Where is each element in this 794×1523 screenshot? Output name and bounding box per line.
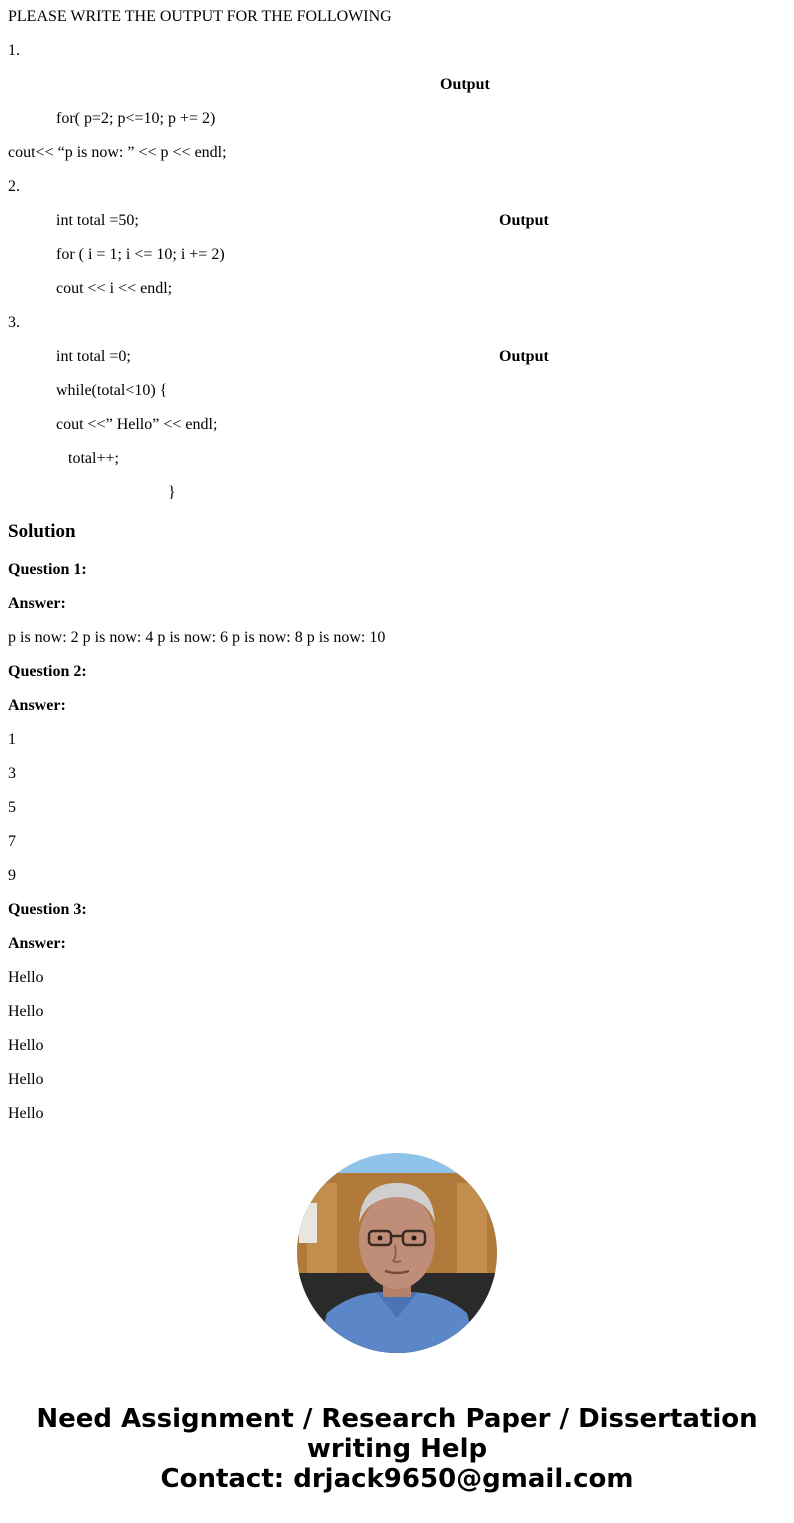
solution-q1-title: Question 1: xyxy=(8,561,87,578)
solution-q3-answer-line: Hello xyxy=(8,1037,44,1054)
q3-code-line: while(total<10) { xyxy=(56,382,168,399)
author-avatar xyxy=(297,1153,497,1353)
q2-code-line: for ( i = 1; i <= 10; i += 2) xyxy=(56,246,225,263)
solution-q2-answer-label: Answer: xyxy=(8,697,66,714)
solution-q1-answer-label: Answer: xyxy=(8,595,66,612)
q1-code-line: cout<< “p is now: ” << p << endl; xyxy=(8,144,227,161)
solution-q2-title: Question 2: xyxy=(8,663,87,680)
question-intro: PLEASE WRITE THE OUTPUT FOR THE FOLLOWING xyxy=(8,8,392,25)
solution-q2-answer-line: 9 xyxy=(8,867,16,884)
solution-q3-answer-line: Hello xyxy=(8,969,44,986)
q2-code-line: cout << i << endl; xyxy=(56,280,173,297)
solution-q2-answer-line: 3 xyxy=(8,765,16,782)
solution-q3-answer-line: Hello xyxy=(8,1071,44,1088)
q3-code-line: } xyxy=(168,484,176,501)
footer-contact: Contact: drjack9650@gmail.com xyxy=(160,1464,634,1494)
solution-q3-answer-line: Hello xyxy=(8,1105,44,1122)
solution-q1-answer: p is now: 2 p is now: 4 p is now: 6 p is now: 8 p is now: 10 xyxy=(8,629,386,646)
q3-code-line: total++; xyxy=(68,450,119,467)
solution-heading: Solution xyxy=(8,521,76,542)
q3-number: 3. xyxy=(8,314,20,331)
solution-q3-answer-line: Hello xyxy=(8,1003,44,1020)
footer-banner xyxy=(0,1404,794,1494)
footer-headline: Need Assignment / Research Paper / Dissertation xyxy=(36,1404,758,1434)
q3-code-line: int total =0; xyxy=(56,348,131,365)
avatar-face xyxy=(359,1193,435,1289)
q2-code-line: int total =50; xyxy=(56,212,139,229)
q3-output-label: Output xyxy=(499,348,549,365)
q3-code-line: cout <<” Hello” << endl; xyxy=(56,416,218,433)
solution-q2-answer-line: 1 xyxy=(8,731,16,748)
q1-code-line: for( p=2; p<=10; p += 2) xyxy=(56,110,216,127)
solution-q3-answer-label: Answer: xyxy=(8,935,66,952)
q2-output-label: Output xyxy=(499,212,549,229)
solution-q2-answer-line: 5 xyxy=(8,799,16,816)
q1-number: 1. xyxy=(8,42,20,59)
q1-output-label: Output xyxy=(440,76,490,93)
footer-subheadline: writing Help xyxy=(306,1434,488,1464)
q2-number: 2. xyxy=(8,178,20,195)
solution-q3-title: Question 3: xyxy=(8,901,87,918)
author-portrait-illustration xyxy=(297,1153,497,1353)
solution-q2-answer-line: 7 xyxy=(8,833,16,850)
